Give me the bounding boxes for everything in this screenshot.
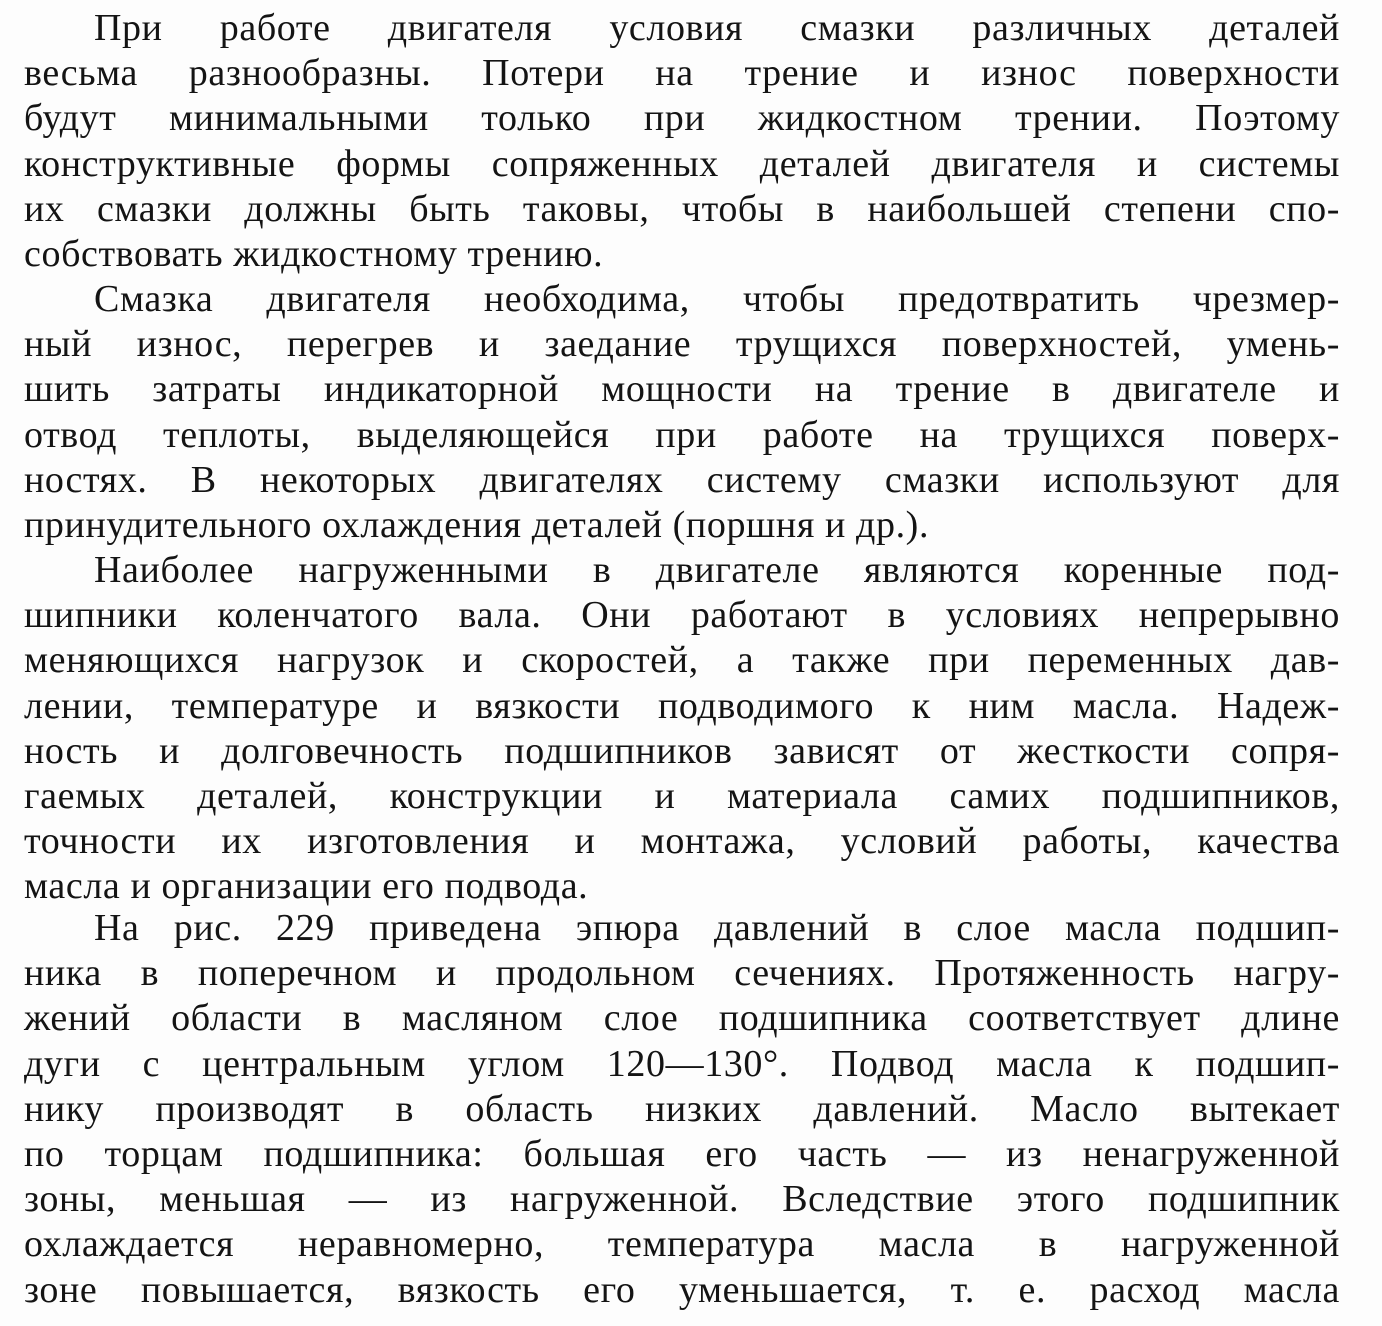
text-line: их смазки должны быть таковы, чтобы в наибольшей степени спо- <box>24 187 1340 230</box>
paragraph-2 <box>24 277 1340 548</box>
text-line: меняющихся нагрузок и скоростей, а также при переменных дав- <box>24 639 1340 682</box>
text-line: гаемых деталей, конструкции и материала самих подшипников, <box>24 775 1340 818</box>
text-line: Смазка двигателя необходима, чтобы предотвратить чрезмер- <box>94 278 1340 320</box>
text-line: отвод теплоты, выделяющейся при работе на трущихся поверх- <box>24 413 1340 456</box>
text-line: шипники коленчатого вала. Они работают в условиях непрерывно <box>24 594 1340 637</box>
text-line: масла и организации его подвода. <box>24 865 589 908</box>
text-line: ностях. В некоторых двигателях систему смазки используют для <box>24 458 1340 501</box>
text-line: нику производят в область низких давлений. Масло вытекает <box>24 1087 1340 1130</box>
text-line: будут минимальными только при жидкостном трении. Поэтому <box>24 97 1340 140</box>
text-line: ника в поперечном и продольном сечениях. Протяженность нагру- <box>24 952 1340 995</box>
text-line: зоны, меньшая — из нагруженной. Вследствие этого подшипник <box>24 1178 1340 1221</box>
text-line: конструктивные формы сопряженных деталей двигателя и системы <box>24 142 1340 185</box>
text-line: На рис. 229 приведена эпюра давлений в слое масла подшип- <box>94 907 1340 949</box>
paragraph-3 <box>24 548 1340 910</box>
paragraph-1 <box>24 6 1340 277</box>
text-line: зоне повышается, вязкость его уменьшается, т. е. расход масла <box>24 1268 1340 1311</box>
text-line: принудительного охлаждения деталей (поршня и др.). <box>24 504 930 547</box>
text-line: по торцам подшипника: большая его часть — из ненагруженной <box>24 1133 1340 1176</box>
text-line: Наиболее нагруженными в двигателе являются коренные под- <box>94 549 1340 591</box>
text-line: охлаждается неравномерно, температура масла в нагруженной <box>24 1223 1340 1266</box>
text-line: дуги с центральным углом 120—130°. Подвод масла к подшип- <box>24 1042 1340 1085</box>
text-line: точности их изготовления и монтажа, условий работы, качества <box>24 820 1340 863</box>
text-line: собствовать жидкостному трению. <box>24 233 604 276</box>
text-line: лении, температуре и вязкости подводимого к ним масла. Надеж- <box>24 684 1340 727</box>
text-line: ный износ, перегрев и заедание трущихся поверхностей, умень- <box>24 323 1340 366</box>
text-line: При работе двигателя условия смазки различных деталей <box>94 7 1340 49</box>
text-line: ность и долговечность подшипников зависят от жесткости сопря- <box>24 729 1340 772</box>
text-line: жений области в масляном слое подшипника соответствует длине <box>24 997 1340 1040</box>
text-line: весьма разнообразны. Потери на трение и износ поверхности <box>24 52 1340 95</box>
paragraph-4 <box>24 906 1340 1313</box>
text-line: шить затраты индикаторной мощности на трение в двигателе и <box>24 368 1340 411</box>
